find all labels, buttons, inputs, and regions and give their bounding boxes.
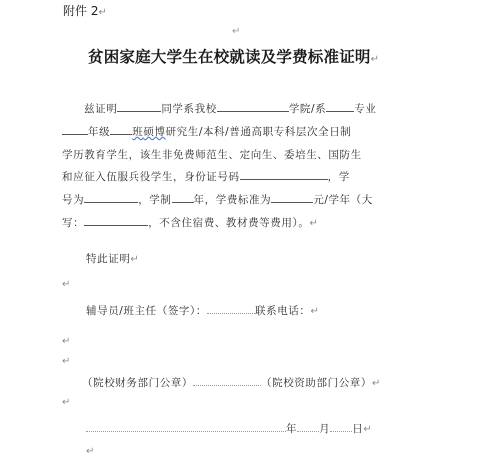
document-title: 贫困家庭大学生在校就读及学费标准证明↵ [88,47,380,66]
certificate-body [62,98,462,236]
body-line-4: 和应征入伍服兵役学生，身份证号码 ，学 [62,171,350,184]
empty-line-4: ↵ [62,397,71,408]
counselor-row: 辅导员/班主任（签字）： 联系电话：↵ [86,305,320,317]
contact-label: 联系电话： [255,305,311,317]
date-row: 年 月 日↵ [86,421,372,436]
special-proof: 特此证明↵ [86,253,140,265]
empty-line-2: ↵ [62,336,71,347]
body-line-1: 兹证明 同学系我校 学院/系 专业 [84,103,377,115]
body-line-6: 写： ，不含住宿费、教材费等费用）。↵ [62,216,319,229]
counselor-label: 辅导员/班主任（签字）： [86,305,207,317]
finance-seal-label: （院校财务部门公章） [82,377,193,389]
aid-seal-label: （院校资助部门公章） [261,377,372,389]
empty-line-1: ↵ [62,279,71,290]
paragraph-mark: ↵ [232,26,241,37]
empty-line-5: ↵ [86,446,95,457]
body-line-2: 年级 班硕博研究生/本科/普通高职专科层次全日制 [62,121,462,144]
empty-line-3: ↵ [62,356,71,367]
attachment-label: 附件 2↵ [63,4,107,18]
body-line-5: 号为 ，学制 年，学费标准为 元/学年（大 [62,194,373,207]
seal-row: （院校财务部门公章） （院校资助部门公章）↵ [82,377,381,389]
body-line-3: 学历教育学生，该生非免费师范生、定向生、委培生、国防生 [62,148,362,161]
